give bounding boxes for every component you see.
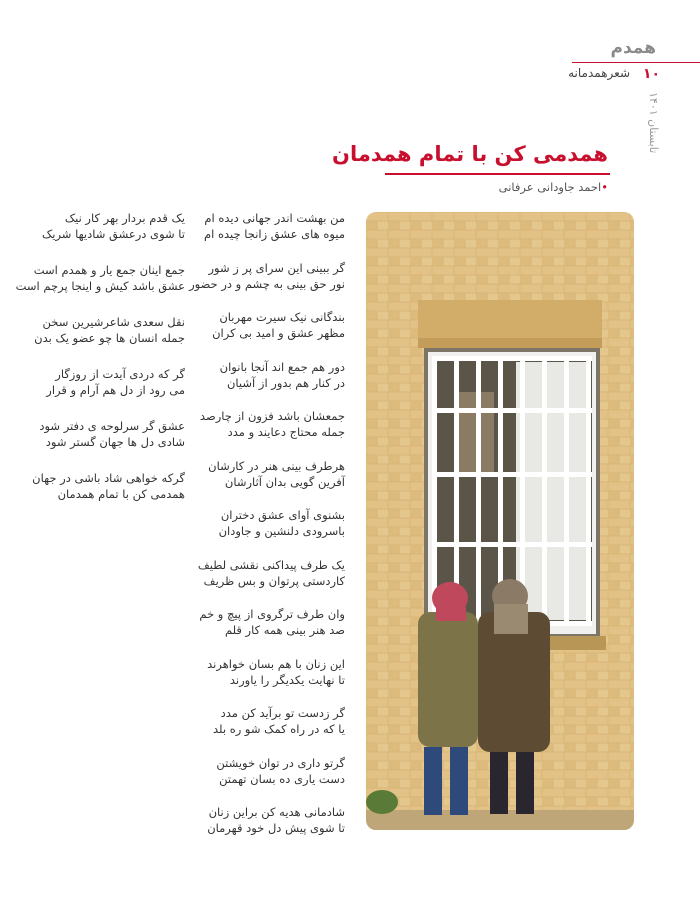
verse-line: عشق گر سرلوحه ی دفتر شود	[39, 419, 185, 433]
article-author	[499, 180, 608, 194]
photo-illustration	[366, 212, 634, 830]
verse-line: جمله محتاج دعایند و مدد	[227, 425, 345, 439]
verse-line: دور هم جمع اند آنجا بانوان	[219, 359, 345, 374]
verse-line: گرکه خواهی شاد باشی در جهان	[32, 471, 185, 485]
verse-line: گرتو داری در توان خویشتن	[216, 755, 345, 770]
verse-line: تا نهایت یکدیگر را یاورند	[229, 672, 345, 687]
stanza	[25, 470, 185, 502]
stanza	[185, 804, 345, 836]
author-name: احمد جاودانی عرفانی	[498, 180, 602, 194]
poem-column-middle	[185, 210, 345, 854]
verse-line: باسرودی دلنشین و جاودان	[218, 524, 345, 538]
verse-line: تا شوی درعشق شادیها شریک	[41, 227, 185, 241]
bullet-icon: •	[601, 180, 608, 194]
stanza	[25, 210, 185, 242]
page-number: ۱۰	[642, 66, 660, 82]
verse-line: گر زدست تو برآید کن مدد	[220, 706, 345, 720]
verse-line: این زنان با هم بسان خواهرند	[207, 656, 345, 671]
verse-line: بندگانی نیک سیرت مهربان	[219, 310, 345, 324]
verse-line: جمعشان باشد فزون از چارصد	[199, 409, 345, 423]
stanza	[185, 507, 345, 539]
verse-line: می رود از دل هم آرام و قرار	[46, 383, 185, 397]
stanza	[185, 606, 345, 638]
verse-line: نور حق بینی به چشم و در حضور	[189, 276, 345, 291]
article-title: همدمی کن با تمام همدمان	[332, 142, 608, 166]
verse-line: میوه های عشق زانجا چیده ام	[204, 227, 345, 241]
stanza	[185, 408, 345, 440]
stanza	[185, 458, 345, 490]
stanza	[25, 418, 185, 450]
verse-line: یک قدم بردار بهر کار نیک	[64, 211, 185, 225]
verse-line: شادمانی هدیه کن براین زنان	[208, 805, 345, 819]
verse-line: کاردستی پرتوان و بس ظریف	[203, 573, 345, 588]
section-name: شعرهمدمانه	[568, 66, 630, 80]
photo-women-at-window	[366, 212, 634, 830]
verse-line: تا شوی پیش دل خود قهرمان	[207, 821, 345, 835]
stanza	[185, 705, 345, 737]
verse-line: یا که در راه کمک شو ره بلد	[213, 722, 345, 736]
stanza	[185, 210, 345, 242]
verse-line: مظهر عشق و امید بی کران	[212, 326, 345, 340]
stanza	[15, 262, 185, 294]
verse-line: وان طرف ترگروی از پیچ و خم	[199, 607, 345, 621]
verse-line: دست یاری ده بسان تهمتن	[219, 771, 345, 786]
verse-line: جمع اینان جمع یار و همدم است	[33, 263, 185, 277]
magazine-logo: همدم	[610, 38, 656, 58]
issue-label	[642, 92, 664, 162]
stanza	[185, 309, 345, 341]
verse-line: صد هنر بینی همه کار قلم	[224, 623, 345, 637]
verse-line: آفرین گویی بدان آثارشان	[224, 474, 345, 489]
verse-line: همدمی کن با تمام همدمان	[57, 487, 185, 501]
verse-line: یک طرف پیداکنی نقشی لطیف	[197, 557, 345, 572]
verse-line: گر که دردی آیدت از روزگار	[55, 367, 185, 381]
title-underline	[385, 173, 610, 175]
stanza	[25, 314, 185, 346]
header-rule	[572, 62, 700, 63]
poem-column-left	[15, 210, 185, 522]
stanza	[25, 366, 185, 398]
verse-line: گر ببینی این سرای پر ز شور	[208, 260, 345, 275]
stanza	[185, 656, 345, 688]
stanza	[185, 359, 345, 391]
stanza	[185, 755, 345, 787]
stanza	[185, 557, 345, 589]
issue-text: تابستان ۱۴۰۱	[647, 92, 660, 154]
verse-line: در کنار هم بدور از آشیان	[226, 375, 345, 390]
verse-line: نقل سعدی شاعرشیرین سخن	[42, 315, 185, 329]
verse-line: من بهشت اندر جهانی دیده ام	[204, 211, 345, 225]
verse-line: هرطرف بینی هنر در کارشان	[208, 458, 345, 473]
verse-line: شادی دل ها جهان گستر شود	[45, 435, 185, 449]
verse-line: جمله انسان ها چو عضو یک بدن	[34, 331, 185, 345]
stanza	[185, 260, 345, 292]
verse-line: عشق باشد کیش و اینجا پرچم است	[15, 279, 185, 293]
verse-line: بشنوی آوای عشق دختران	[220, 508, 345, 522]
